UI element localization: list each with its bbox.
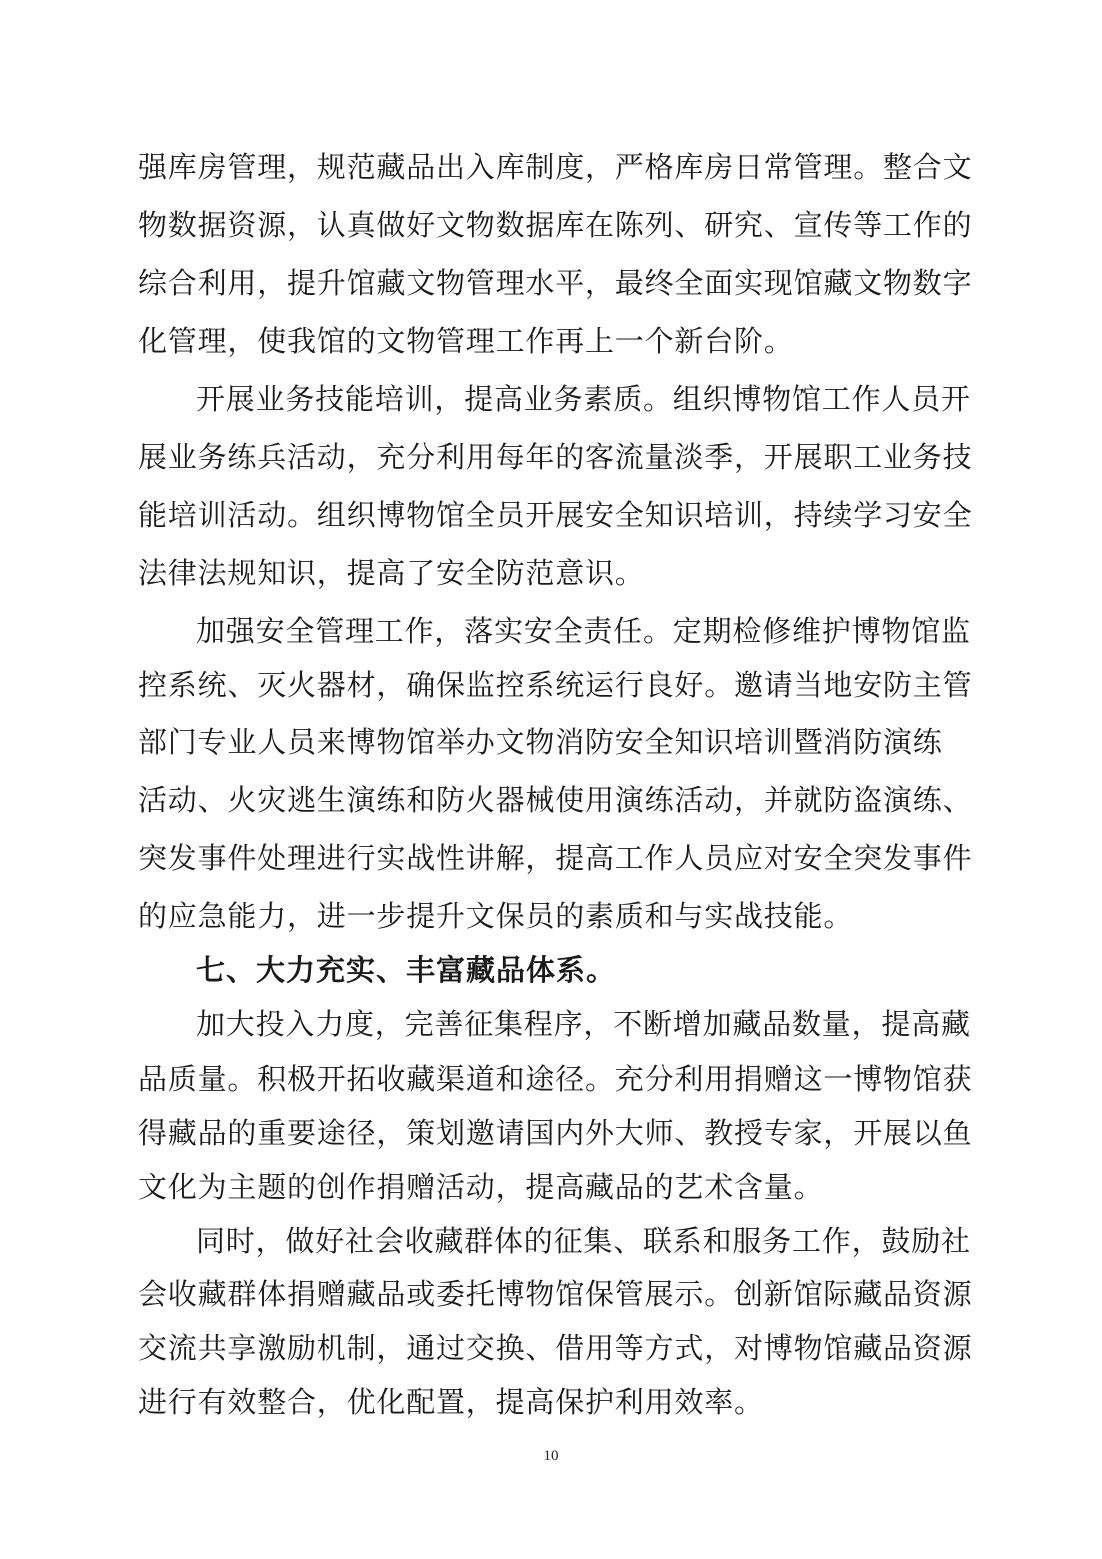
- body-line: 物数据资源，认真做好文物数据库在陈列、研究、宣传等工作的: [138, 208, 973, 242]
- body-line: 品质量。积极开拓收藏渠道和途径。充分利用捐赠这一博物馆获: [138, 1062, 973, 1096]
- paragraph-first-line: 加大投入力度，完善征集程序，不断增加藏品数量，提高藏: [196, 1007, 971, 1041]
- body-line: 化管理，使我馆的文物管理工作再上一个新台阶。: [138, 324, 794, 358]
- body-line: 法律法规知识，提高了安全防范意识。: [138, 556, 645, 590]
- body-line: 突发事件处理进行实战性讲解，提高工作人员应对安全突发事件: [138, 841, 973, 875]
- paragraph-first-line: 同时，做好社会收藏群体的征集、联系和服务工作，鼓励社: [196, 1224, 971, 1258]
- body-line: 的应急能力，进一步提升文保员的素质和与实战技能。: [138, 899, 854, 933]
- body-line: 交流共享激励机制，通过交换、借用等方式，对博物馆藏品资源: [138, 1331, 973, 1365]
- body-line: 控系统、灭火器材，确保监控系统运行良好。邀请当地安防主管: [138, 668, 973, 702]
- body-line: 强库房管理，规范藏品出入库制度，严格库房日常管理。整合文: [138, 150, 973, 184]
- body-line: 会收藏群体捐赠藏品或委托博物馆保管展示。创新馆际藏品资源: [138, 1277, 973, 1311]
- paragraph-first-line: 加强安全管理工作，落实安全责任。定期检修维护博物馆监: [196, 614, 971, 648]
- body-line: 展业务练兵活动，充分利用每年的客流量淡季，开展职工业务技: [138, 440, 973, 474]
- body-line: 得藏品的重要途径，策划邀请国内外大师、教授专家，开展以鱼: [138, 1116, 973, 1150]
- body-line: 综合利用，提升馆藏文物管理水平，最终全面实现馆藏文物数字: [138, 266, 973, 300]
- body-line: 进行有效整合，优化配置，提高保护利用效率。: [138, 1385, 764, 1419]
- body-line: 部门专业人员来博物馆举办文物消防安全知识培训暨消防演练: [138, 725, 943, 759]
- body-line: 活动、火灾逃生演练和防火器械使用演练活动，并就防盗演练、: [138, 783, 973, 817]
- section-heading: 七、大力充实、丰富藏品体系。: [196, 953, 617, 987]
- page-number: 10: [543, 1448, 559, 1464]
- paragraph-first-line: 开展业务技能培训，提高业务素质。组织博物馆工作人员开: [196, 382, 971, 416]
- body-line: 文化为主题的创作捐赠活动，提高藏品的艺术含量。: [138, 1170, 824, 1204]
- body-line: 能培训活动。组织博物馆全员开展安全知识培训，持续学习安全: [138, 498, 973, 532]
